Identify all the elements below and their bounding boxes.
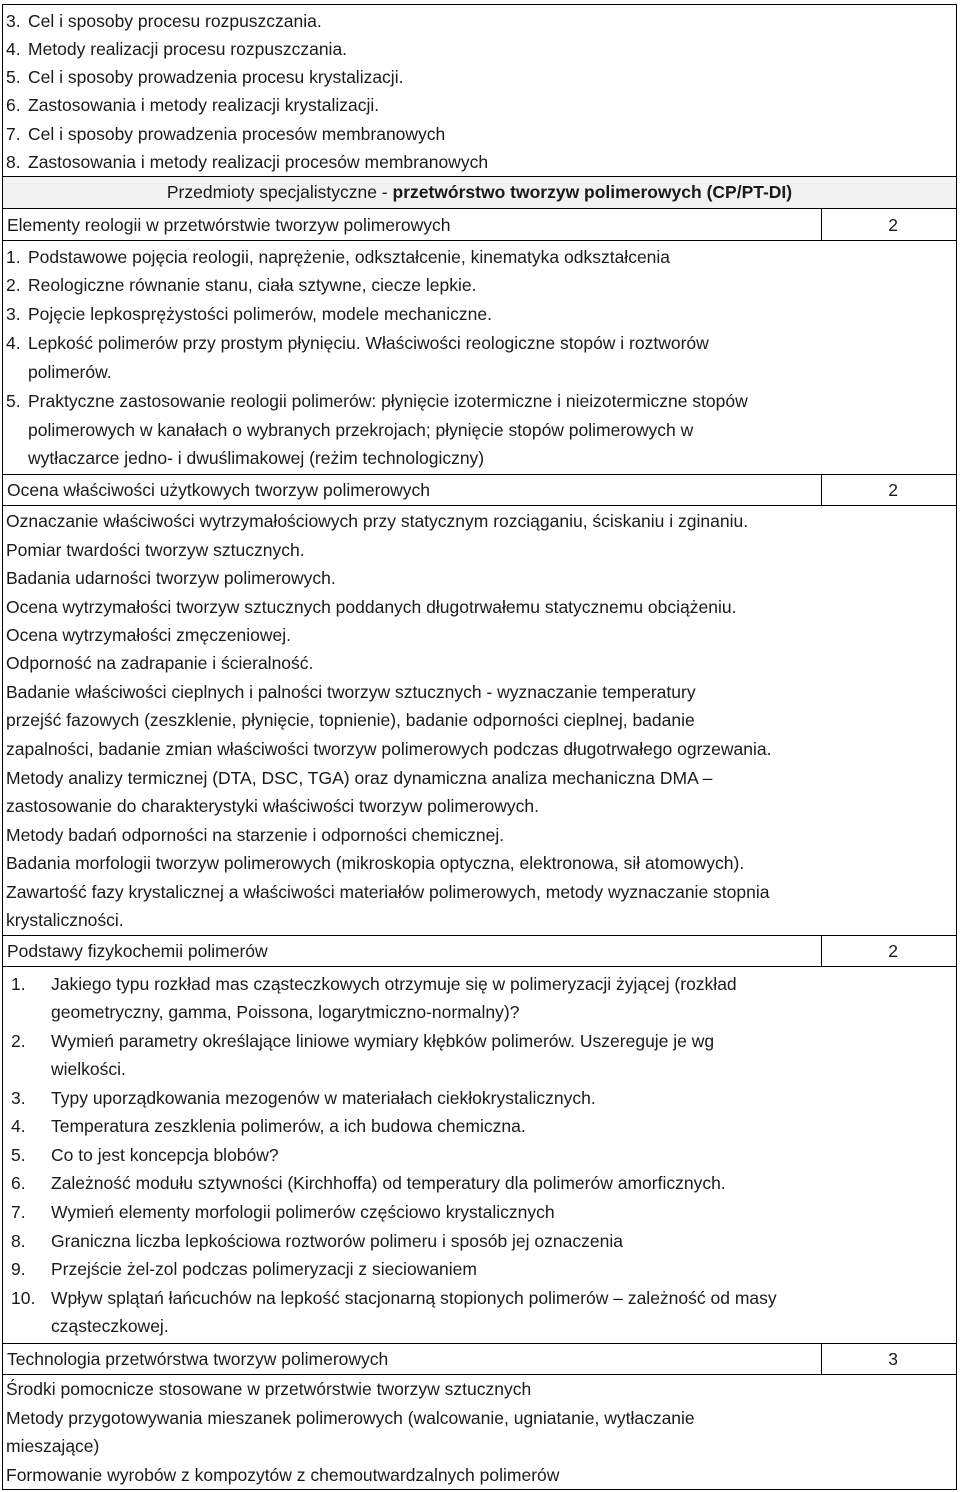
section-title-row [2,208,957,240]
text-line: Zawartość fazy krystalicznej a właściwości materiałów polimerowych, metody wyznaczanie stopnia [6,882,770,902]
section-title-row [2,1343,957,1374]
text-line: zastosowanie do charakterystyki właściwości tworzyw polimerowych. [6,796,539,816]
hours-value: 2 [888,215,898,235]
hours-cell [821,209,956,240]
section-body [2,505,957,935]
section-title-row [2,935,957,966]
section-title-row [2,474,957,505]
hours-value: 2 [888,480,898,500]
text-line: przejść fazowych (zeszklenie, płynięcie, topnienie), badanie odporności cieplnej, badanie [6,710,695,730]
text-line: Ocena wytrzymałości zmęczeniowej. [6,625,291,645]
section-title: Elementy reologii w przetwórstwie tworzyw polimerowych [7,215,451,235]
section-heading-prefix: Przedmioty specjalistyczne - [166,182,393,202]
section-heading-bold: przetwórstwo tworzyw polimerowych (CP/PT-DI) [392,182,793,202]
text-line: mieszające) [6,1436,100,1456]
text-line: Metody przygotowywania mieszanek polimerowych (walcowanie, ugniatanie, wytłaczanie [6,1408,695,1428]
section-title: Technologia przetwórstwa tworzyw polimerowych [7,1349,389,1369]
section-body [2,1374,957,1490]
hours-value: 2 [888,941,898,961]
text-line: Formowanie wyrobów z kompozytów z chemoutwardzalnych polimerów [6,1465,560,1485]
hours-value: 3 [888,1349,898,1369]
text-line: Środki pomocnicze stosowane w przetwórstwie tworzyw sztucznych [6,1379,532,1399]
section-body: 1. Podstawowe pojęcia reologii, naprężenie, odkształcenie, kinematyka odkształcenia 2. Reologiczne równanie stanu, ciała sztywne, ciecze lepkie. 3. Pojęcie lepkosprężystości polimerów, modele mechaniczne. 4. Lepkość polimerów przy prostym płynięciu. Właściwości reologiczne stopów i roztworów polimerów. 5. Praktyczne zastosowanie reologii polimerów: płynięcie izotermiczne i nieizotermiczne stopów polimerowych w kanałach o wybranych przekrojach; płynięcie stopów polimerowych w wytłaczarce jedno- i dwuślimakowej (reżim technologiczny) [2,240,957,474]
text-line: krystaliczności. [6,910,124,930]
text-line: Pomiar twardości tworzyw sztucznych. [6,540,305,560]
hours-cell [821,475,956,505]
text-line: Ocena wytrzymałości tworzyw sztucznych poddanych długotrwałemu statycznemu obciążeniu. [6,597,737,617]
text-line: Metody analizy termicznej (DTA, DSC, TGA) oraz dynamiczna analiza mechaniczna DMA – [6,768,713,788]
section-title: Podstawy fizykochemii polimerów [7,941,268,961]
hours-cell [821,936,956,966]
text-line: Metody badań odporności na starzenie i odporności chemicznej. [6,825,505,845]
section-body: 1. Jakiego typu rozkład mas cząsteczkowych otrzymuje się w polimeryzacji żyjącej (rozkład geometryczny, gamma, Poissona, logarytmiczno-normalny)? 2. Wymień parametry określające liniowe wymiary kłębków polimerów. Uszereguje je wg wielkości. 3. Typy uporządkowania mezogenów w materiałach ciekłokrystalicznych. 4. Temperatura zeszklenia polimerów, a ich budowa chemiczna. 5. Co to jest koncepcja blobów? 6. Zależność modułu sztywności (Kirchhoffa) od temperatury dla polimerów amorficznych. 7. Wymień elementy morfologii polimerów częściowo krystalicznych 8. Graniczna liczba lepkościowa roztworów polimeru i sposób jej oznaczenia 9. Przejście żel-zol podczas polimeryzacji z sieciowaniem 10. Wpływ splątań łańcuchów na lepkość stacjonarną stopionych polimerów – zależność od masy cząsteczkowej. [2,966,957,1343]
text-line: zapalności, badanie zmian właściwości tworzyw polimerowych podczas długotrwałego ogrzewania. [6,739,772,759]
text-line: Badania morfologii tworzyw polimerowych (mikroskopia optyczna, elektronowa, sił atomowych). [6,853,745,873]
section-title: Ocena właściwości użytkowych tworzyw polimerowych [7,480,431,500]
text-line: Badanie właściwości cieplnych i palności tworzyw sztucznych - wyznaczanie temperatury [6,682,696,702]
text-line: Odporność na zadrapanie i ścieralność. [6,653,314,673]
text-line: Oznaczanie właściwości wytrzymałościowych przy statycznym rozciąganiu, ściskaniu i zginaniu. [6,511,749,531]
text-line: Badania udarności tworzyw polimerowych. [6,568,336,588]
hours-cell [821,1344,956,1374]
section-heading [2,176,957,208]
intro-list: 3. Cel i sposoby procesu rozpuszczania. 4. Metody realizacji procesu rozpuszczania. 5. Cel i sposoby prowadzenia procesu krystalizacji. 6. Zastosowania i metody realizacji krystalizacji. 7. Cel i sposoby prowadzenia procesów membranowych 8. Zastosowania i metody realizacji procesów membranowych [2,4,957,176]
